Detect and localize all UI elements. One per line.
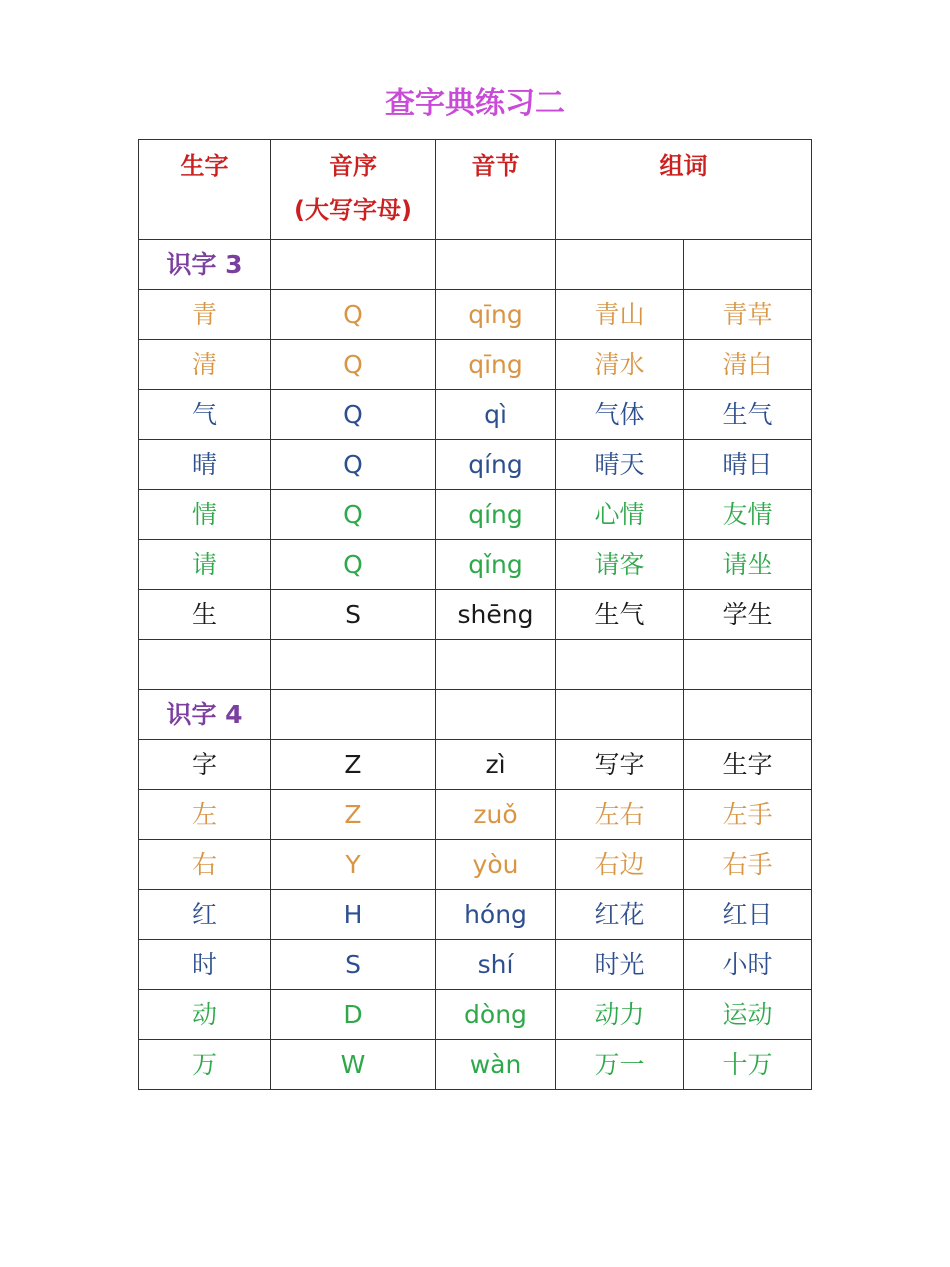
blank-cell bbox=[271, 690, 436, 740]
letter-cell: Q bbox=[271, 490, 436, 540]
character-cell: 气 bbox=[139, 390, 271, 440]
pinyin-cell: wàn bbox=[436, 1040, 556, 1090]
letter-cell: H bbox=[271, 890, 436, 940]
character-cell: 生 bbox=[139, 590, 271, 640]
header-row bbox=[139, 140, 812, 240]
word1-cell: 时光 bbox=[556, 940, 684, 990]
section-row bbox=[139, 240, 812, 290]
blank-cell bbox=[556, 240, 684, 290]
character-cell: 时 bbox=[139, 940, 271, 990]
blank-cell bbox=[436, 690, 556, 740]
pinyin-cell: zuǒ bbox=[436, 790, 556, 840]
letter-cell: Q bbox=[271, 390, 436, 440]
table-row bbox=[139, 1040, 812, 1090]
table-row bbox=[139, 490, 812, 540]
word1-cell: 气体 bbox=[556, 390, 684, 440]
blank-cell bbox=[271, 640, 436, 690]
word2-cell: 右手 bbox=[684, 840, 812, 890]
header-order bbox=[271, 140, 436, 240]
word2-cell: 青草 bbox=[684, 290, 812, 340]
page-title: 查字典练习二 bbox=[385, 86, 565, 121]
letter-cell: Q bbox=[271, 440, 436, 490]
letter-cell: S bbox=[271, 590, 436, 640]
character-cell: 左 bbox=[139, 790, 271, 840]
blank-cell bbox=[556, 690, 684, 740]
word1-cell: 动力 bbox=[556, 990, 684, 1040]
blank-cell bbox=[684, 240, 812, 290]
letter-cell: Q bbox=[271, 340, 436, 390]
character-cell: 右 bbox=[139, 840, 271, 890]
letter-cell: Q bbox=[271, 540, 436, 590]
word2-cell: 十万 bbox=[684, 1040, 812, 1090]
character-cell: 红 bbox=[139, 890, 271, 940]
table-row bbox=[139, 840, 812, 890]
table-row bbox=[139, 540, 812, 590]
word1-cell: 右边 bbox=[556, 840, 684, 890]
header-character-label: 生字 bbox=[180, 152, 229, 180]
character-cell: 请 bbox=[139, 540, 271, 590]
blank-row bbox=[139, 640, 812, 690]
word2-cell: 生字 bbox=[684, 740, 812, 790]
word2-cell: 红日 bbox=[684, 890, 812, 940]
table-row bbox=[139, 340, 812, 390]
character-cell: 动 bbox=[139, 990, 271, 1040]
pinyin-cell: qǐng bbox=[436, 540, 556, 590]
blank-cell bbox=[436, 640, 556, 690]
word1-cell: 万一 bbox=[556, 1040, 684, 1090]
character-cell: 青 bbox=[139, 290, 271, 340]
character-cell: 字 bbox=[139, 740, 271, 790]
letter-cell: Z bbox=[271, 740, 436, 790]
word1-cell: 请客 bbox=[556, 540, 684, 590]
word1-cell: 左右 bbox=[556, 790, 684, 840]
table-body bbox=[139, 140, 812, 1090]
section-label: 识字 4 bbox=[139, 690, 271, 740]
table-row bbox=[139, 990, 812, 1040]
pinyin-cell: qīng bbox=[436, 290, 556, 340]
pinyin-cell: zì bbox=[436, 740, 556, 790]
pinyin-cell: qíng bbox=[436, 490, 556, 540]
blank-cell bbox=[684, 640, 812, 690]
header-syllable bbox=[436, 140, 556, 240]
table-row bbox=[139, 590, 812, 640]
word2-cell: 生气 bbox=[684, 390, 812, 440]
letter-cell: Q bbox=[271, 290, 436, 340]
table-row bbox=[139, 940, 812, 990]
table-row bbox=[139, 740, 812, 790]
pinyin-cell: dòng bbox=[436, 990, 556, 1040]
letter-cell: S bbox=[271, 940, 436, 990]
header-words bbox=[556, 140, 812, 240]
pinyin-cell: qīng bbox=[436, 340, 556, 390]
letter-cell: D bbox=[271, 990, 436, 1040]
blank-cell bbox=[139, 640, 271, 690]
letter-cell: Y bbox=[271, 840, 436, 890]
blank-cell bbox=[271, 240, 436, 290]
character-cell: 清 bbox=[139, 340, 271, 390]
table-row bbox=[139, 790, 812, 840]
pinyin-cell: shēng bbox=[436, 590, 556, 640]
table-row bbox=[139, 290, 812, 340]
word1-cell: 心情 bbox=[556, 490, 684, 540]
word2-cell: 请坐 bbox=[684, 540, 812, 590]
word1-cell: 清水 bbox=[556, 340, 684, 390]
pinyin-cell: qì bbox=[436, 390, 556, 440]
word1-cell: 晴天 bbox=[556, 440, 684, 490]
table-row bbox=[139, 390, 812, 440]
character-cell: 情 bbox=[139, 490, 271, 540]
pinyin-cell: shí bbox=[436, 940, 556, 990]
word2-cell: 友情 bbox=[684, 490, 812, 540]
blank-cell bbox=[684, 690, 812, 740]
header-syllable-label: 音节 bbox=[471, 152, 520, 180]
header-character bbox=[139, 140, 271, 240]
blank-cell bbox=[436, 240, 556, 290]
word2-cell: 运动 bbox=[684, 990, 812, 1040]
word2-cell: 学生 bbox=[684, 590, 812, 640]
blank-cell bbox=[556, 640, 684, 690]
header-order-sublabel: (大写字母) bbox=[294, 196, 412, 224]
word1-cell: 红花 bbox=[556, 890, 684, 940]
word2-cell: 晴日 bbox=[684, 440, 812, 490]
letter-cell: W bbox=[271, 1040, 436, 1090]
word2-cell: 小时 bbox=[684, 940, 812, 990]
letter-cell: Z bbox=[271, 790, 436, 840]
pinyin-cell: hóng bbox=[436, 890, 556, 940]
character-cell: 晴 bbox=[139, 440, 271, 490]
word1-cell: 写字 bbox=[556, 740, 684, 790]
word2-cell: 左手 bbox=[684, 790, 812, 840]
word1-cell: 生气 bbox=[556, 590, 684, 640]
character-cell: 万 bbox=[139, 1040, 271, 1090]
table-row bbox=[139, 890, 812, 940]
pinyin-cell: qíng bbox=[436, 440, 556, 490]
section-label: 识字 3 bbox=[139, 240, 271, 290]
header-words-label: 组词 bbox=[659, 152, 708, 180]
table-row bbox=[139, 440, 812, 490]
pinyin-cell: yòu bbox=[436, 840, 556, 890]
header-order-label: 音序 bbox=[329, 152, 377, 180]
section-row bbox=[139, 690, 812, 740]
word1-cell: 青山 bbox=[556, 290, 684, 340]
dictionary-practice-table bbox=[138, 139, 812, 1090]
word2-cell: 清白 bbox=[684, 340, 812, 390]
